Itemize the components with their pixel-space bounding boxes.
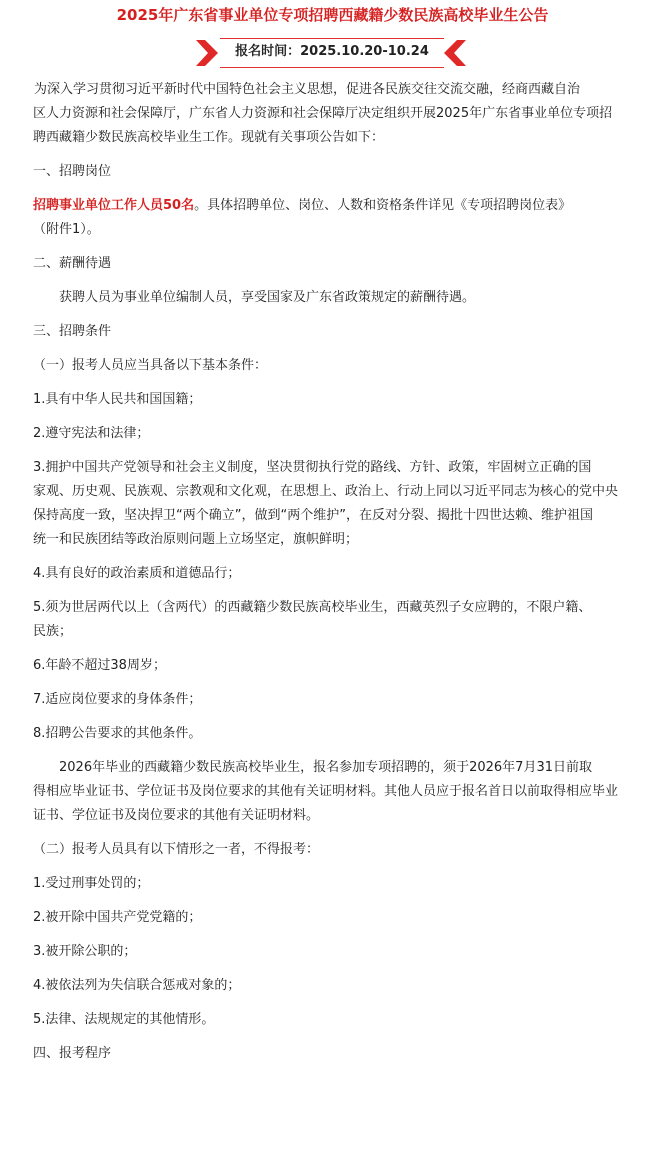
disqualify-3: 3.被开除公职的； — [33, 944, 137, 959]
subsection-1: （一）报考人员应当具备以下基本条件： — [33, 358, 268, 373]
intro-line-2: 区人力资源和社会保障厅，广东省人力资源和社会保障厅决定组织开展2025年广东省事业单位专项招 — [33, 106, 613, 121]
registration-date-text: 报名时间：2025.10.20-10.24 — [235, 44, 429, 59]
section-2-text: 获聘人员为事业单位编制人员，享受国家及广东省政策规定的薪酬待遇。 — [33, 290, 476, 305]
condition-8: 8.招聘公告要求的其他条件。 — [33, 726, 202, 741]
condition-6: 6.年龄不超过38周岁； — [33, 658, 166, 673]
section-1-text — [0, 194, 665, 218]
section-heading-3: 三、招聘条件 — [33, 324, 112, 339]
disqualify-1: 1.受过刑事处罚的； — [33, 876, 150, 891]
condition-5-line-2: 民族； — [33, 624, 73, 639]
disqualify-4: 4.被依法列为失信联合惩戒对象的； — [33, 978, 241, 993]
condition-4: 4.具有良好的政治素质和道德品行； — [33, 566, 241, 581]
graduate-note-line-1: 2026年毕业的西藏籍少数民族高校毕业生，报名参加专项招聘的，须于2026年7月31日前取 — [33, 760, 592, 775]
notice-title: 2025年广东省事业单位专项招聘西藏籍少数民族高校毕业生公告 — [116, 6, 549, 24]
recruit-count-highlight: 招聘事业单位工作人员50名 — [33, 198, 195, 213]
section-1-line-2: （附件1）。 — [33, 222, 100, 237]
section-heading-1: 一、招聘岗位 — [33, 164, 112, 179]
condition-2: 2.遵守宪法和法律； — [33, 426, 150, 441]
notice-body — [0, 78, 665, 1066]
chevron-left-icon — [444, 40, 466, 66]
condition-3-line-2: 家观、历史观、民族观、宗教观和文化观，在思想上、政治上、行动上同以习近平同志为核心的党中央 — [33, 484, 619, 499]
registration-date — [220, 38, 444, 68]
section-heading-4: 四、报考程序 — [33, 1046, 112, 1061]
condition-5-line-1: 5.须为世居两代以上（含两代）的西藏籍少数民族高校毕业生，西藏英烈子女应聘的，不限户籍、 — [33, 600, 592, 615]
subsection-2: （二）报考人员具有以下情形之一者，不得报考： — [33, 842, 320, 857]
date-banner — [0, 38, 665, 68]
disqualify-2: 2.被开除中国共产党党籍的； — [33, 910, 202, 925]
condition-1: 1.具有中华人民共和国国籍； — [33, 392, 202, 407]
graduate-note-line-2: 得相应毕业证书、学位证书及岗位要求的其他有关证明材料。其他人员应于报名首日以前取得相应毕业 — [33, 784, 619, 799]
condition-3-line-1: 3.拥护中国共产党领导和社会主义制度，坚决贯彻执行党的路线、方针、政策，牢固树立正确的国 — [33, 460, 592, 475]
condition-3-line-3: 保持高度一致，坚决捍卫“两个确立”，做到“两个维护”，在反对分裂、揭批十四世达赖、维护祖国 — [33, 508, 593, 523]
section-1-rest: 。具体招聘单位、岗位、人数和资格条件详见《专项招聘岗位表》 — [194, 198, 572, 213]
condition-7: 7.适应岗位要求的身体条件； — [33, 692, 202, 707]
graduate-note-line-3: 证书、学位证书及岗位要求的其他有关证明材料。 — [33, 808, 320, 823]
chevron-right-icon — [196, 40, 218, 66]
disqualify-5: 5.法律、法规规定的其他情形。 — [33, 1012, 215, 1027]
intro-line-3: 聘西藏籍少数民族高校毕业生工作。现就有关事项公告如下： — [33, 130, 385, 145]
intro-line-1: 为深入学习贯彻习近平新时代中国特色社会主义思想，促进各民族交往交流交融，经商西藏自治 — [8, 82, 581, 97]
section-heading-2: 二、薪酬待遇 — [33, 256, 112, 271]
condition-3-line-4: 统一和民族团结等政治原则问题上立场坚定，旗帜鲜明； — [33, 532, 359, 547]
